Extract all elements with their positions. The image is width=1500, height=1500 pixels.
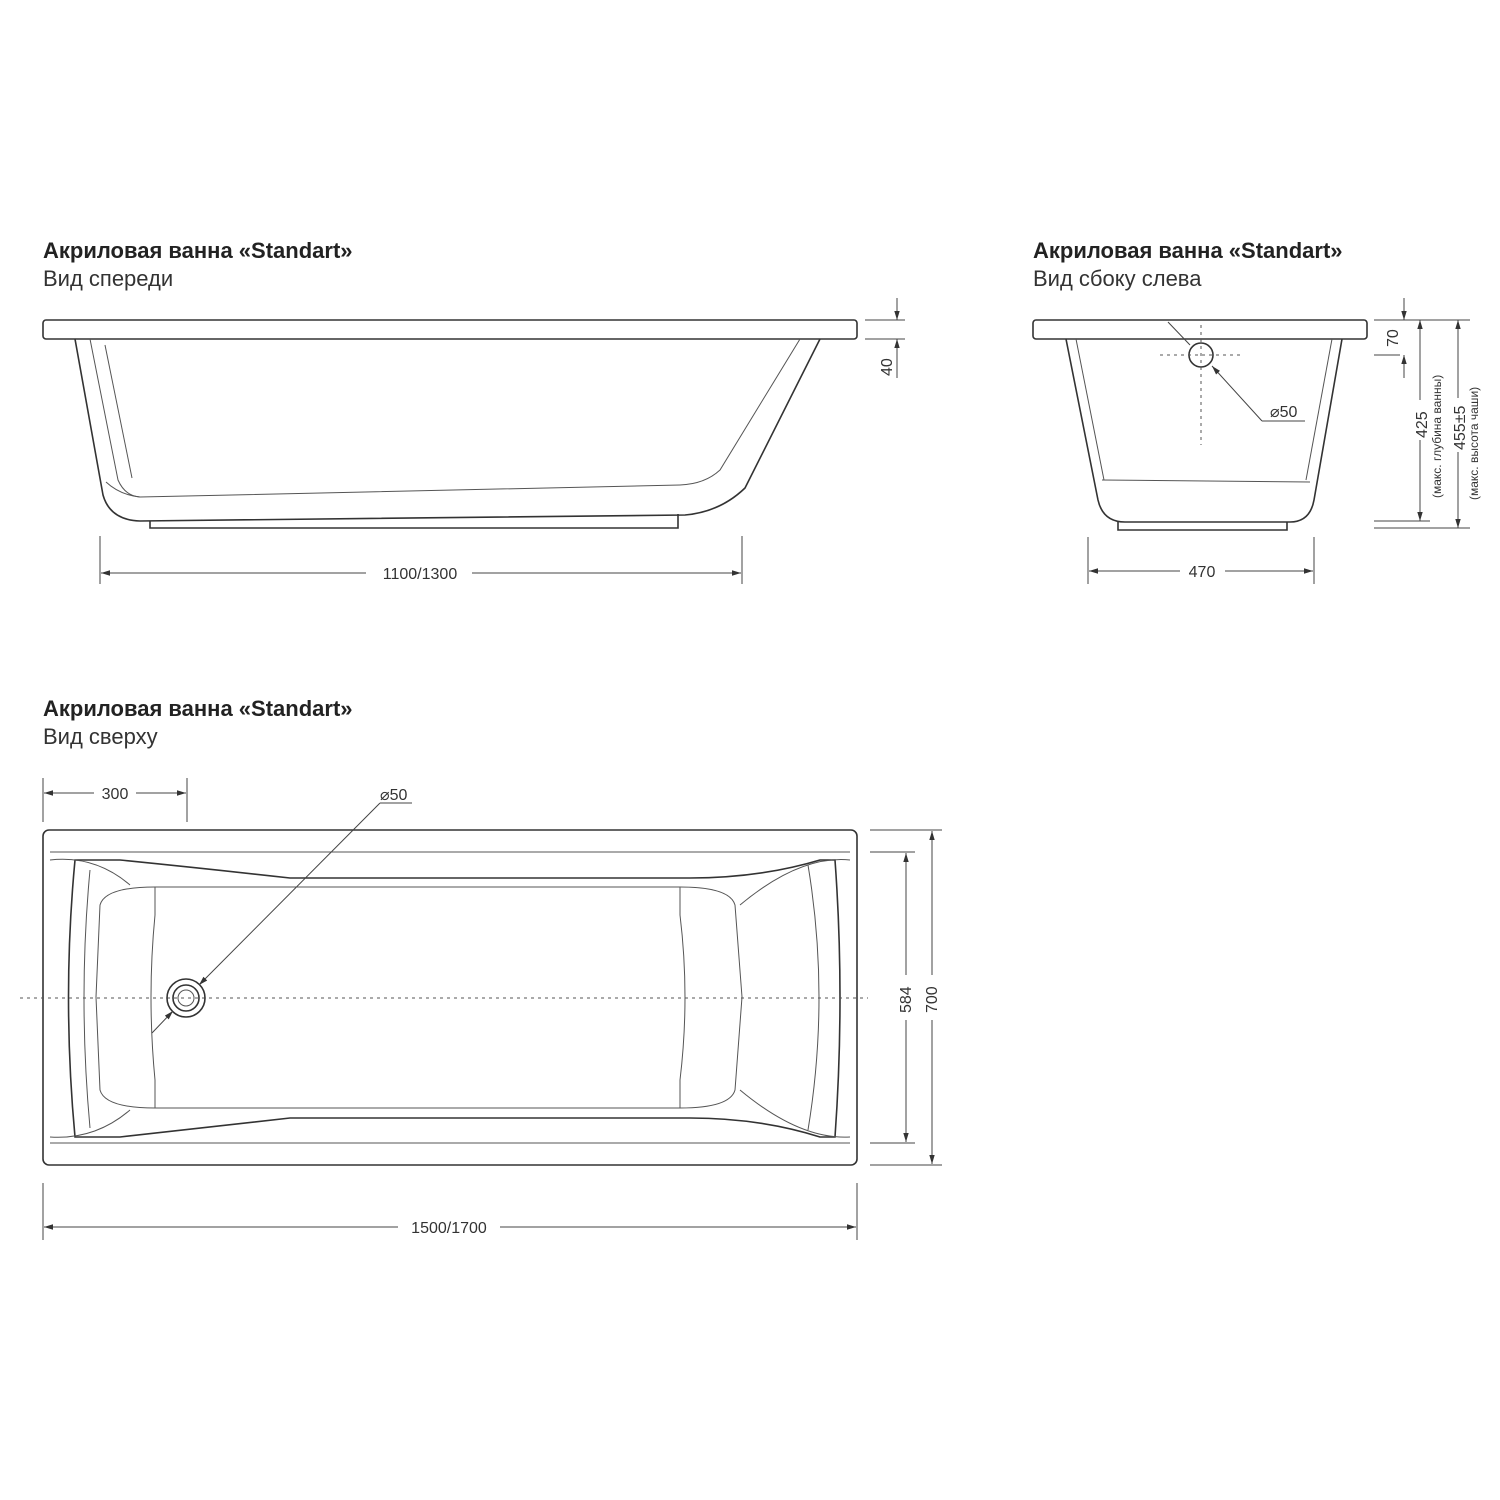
- top-view-title: Акриловая ванна «Standart»: [43, 696, 353, 721]
- side-inner-right: [1306, 339, 1332, 480]
- top-view-drawing: [20, 778, 942, 1240]
- front-view-subtitle: Вид спереди: [43, 266, 174, 291]
- side-view-drawing: [1033, 298, 1481, 584]
- top-dim-inner-width: 584: [898, 986, 915, 1013]
- side-base: [1118, 522, 1287, 530]
- top-dim-outer-width: 700: [924, 986, 941, 1013]
- side-dim-height-note: (макс. высота чаши): [1467, 386, 1481, 500]
- side-dim-drain: ⌀50: [1270, 404, 1298, 421]
- front-rim: [43, 320, 857, 339]
- side-dim-height: 455±5: [1452, 405, 1469, 450]
- front-inner-line: [105, 345, 132, 478]
- front-dim-rim: 40: [879, 358, 896, 376]
- side-view-subtitle: Вид сбоку слева: [1033, 266, 1202, 291]
- side-dim-top: 70: [1385, 329, 1402, 347]
- front-inner-curve: [106, 482, 140, 497]
- front-bowl-outline: [75, 339, 820, 521]
- top-view-subtitle: Вид сверху: [43, 724, 158, 749]
- top-dim-drain-offset: 300: [101, 786, 129, 803]
- front-dim-length: 1100/1300: [382, 566, 458, 583]
- front-bowl-inner: [90, 339, 800, 497]
- side-rim: [1033, 320, 1367, 339]
- top-dim-drain: ⌀50: [380, 787, 408, 804]
- side-view-title: Акриловая ванна «Standart»: [1033, 238, 1343, 263]
- side-dim-width: 470: [1188, 564, 1216, 581]
- front-view-title: Акриловая ванна «Standart»: [43, 238, 353, 263]
- top-dim-length: 1500/1700: [411, 1220, 487, 1237]
- side-dim-depth: 425: [1414, 411, 1431, 438]
- front-view-drawing: [43, 298, 905, 584]
- side-inner-bottom: [1102, 480, 1310, 482]
- side-dim-depth-note: (макс. глубина ванны): [1430, 374, 1444, 498]
